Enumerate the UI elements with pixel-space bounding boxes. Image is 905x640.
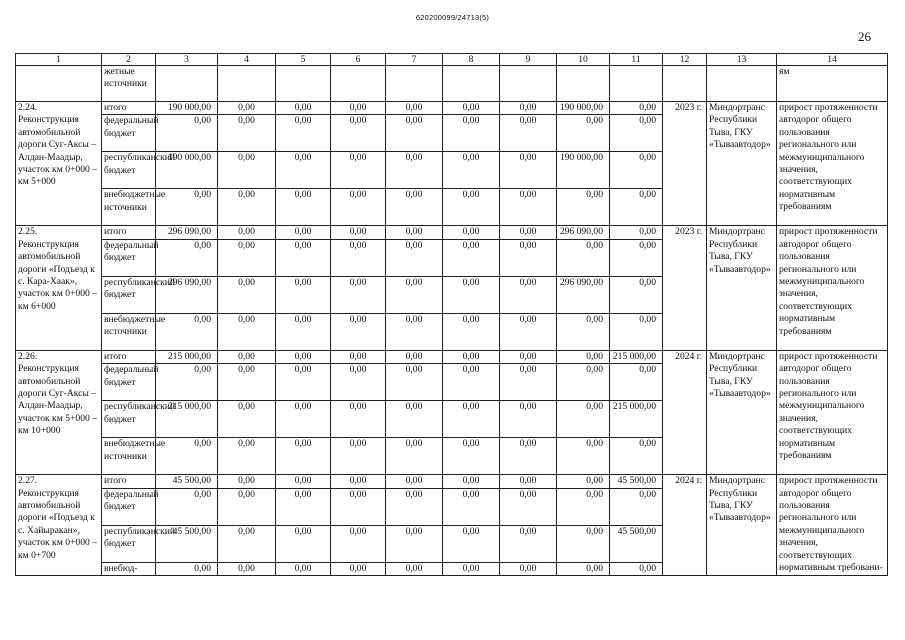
continuation-row [16, 66, 888, 102]
funding-source-cell: итого [102, 102, 156, 115]
column-header-row [16, 54, 888, 66]
table-row [16, 226, 888, 239]
amount-cell: 0,00 [156, 115, 218, 152]
amount-cell: 0,00 [500, 152, 557, 189]
funding-source-cell: внебюджетные источники [102, 189, 156, 226]
column-header: 5 [276, 54, 331, 66]
amount-cell: 0,00 [156, 239, 218, 276]
amount-cell: 0,00 [331, 189, 386, 226]
amount-cell: 0,00 [500, 276, 557, 313]
column-header: 3 [156, 54, 218, 66]
executor-cell: Миндортранс Республики Тыва, ГКУ «Тываавтодор» [707, 226, 777, 350]
amount-cell: 0,00 [276, 239, 331, 276]
amount-cell: 0,00 [443, 488, 500, 525]
funding-source-cell: внебюд- [102, 562, 156, 575]
program-table [15, 53, 888, 576]
name-cell-continued [16, 66, 102, 102]
year-cell [663, 66, 707, 102]
measure-name-cell: 2.27. Реконструкция автомобильной дороги «Подъезд к с. Хайыракан», участок км 0+000 – км 0+700 [16, 475, 102, 576]
year-cell: 2024 г. [663, 475, 707, 576]
executor-cell: Миндортранс Республики Тыва, ГКУ «Тываавтодор» [707, 102, 777, 226]
amount-cell: 0,00 [500, 364, 557, 401]
amount-cell: 0,00 [500, 350, 557, 363]
amount-cell: 215 000,00 [156, 401, 218, 438]
amount-cell: 0,00 [276, 350, 331, 363]
amount-cell: 0,00 [386, 239, 443, 276]
amount-cell: 0,00 [386, 401, 443, 438]
value-cell [557, 66, 610, 102]
amount-cell: 0,00 [443, 102, 500, 115]
column-header: 4 [218, 54, 276, 66]
amount-cell: 0,00 [156, 562, 218, 575]
value-cell [443, 66, 500, 102]
amount-cell: 0,00 [610, 239, 663, 276]
column-header: 6 [331, 54, 386, 66]
amount-cell: 190 000,00 [156, 152, 218, 189]
amount-cell: 0,00 [218, 401, 276, 438]
amount-cell: 0,00 [386, 350, 443, 363]
funding-source-cell: внебюджетные источники [102, 313, 156, 350]
amount-cell: 215 000,00 [610, 350, 663, 363]
value-cell [156, 66, 218, 102]
amount-cell: 0,00 [500, 475, 557, 488]
amount-cell: 0,00 [557, 189, 610, 226]
column-header: 11 [610, 54, 663, 66]
amount-cell: 45 500,00 [156, 525, 218, 562]
amount-cell: 0,00 [557, 115, 610, 152]
funding-source-cell: итого [102, 475, 156, 488]
value-cell [276, 66, 331, 102]
amount-cell: 0,00 [218, 438, 276, 475]
amount-cell: 0,00 [276, 313, 331, 350]
amount-cell: 0,00 [331, 401, 386, 438]
amount-cell: 0,00 [386, 364, 443, 401]
amount-cell: 0,00 [156, 313, 218, 350]
amount-cell: 0,00 [386, 226, 443, 239]
amount-cell: 0,00 [610, 276, 663, 313]
amount-cell: 0,00 [610, 562, 663, 575]
amount-cell: 0,00 [331, 488, 386, 525]
amount-cell: 0,00 [331, 226, 386, 239]
amount-cell: 0,00 [386, 102, 443, 115]
result-cell: прирост протяженности автодорог общего пользования регионального или межмуниципального значения, соответствующих нормативным требовани- [777, 475, 888, 576]
funding-source-cell: республиканский бюджет [102, 525, 156, 562]
amount-cell: 0,00 [610, 152, 663, 189]
amount-cell: 0,00 [443, 313, 500, 350]
amount-cell: 0,00 [500, 488, 557, 525]
amount-cell: 190 000,00 [557, 102, 610, 115]
column-header: 12 [663, 54, 707, 66]
amount-cell: 215 000,00 [156, 350, 218, 363]
amount-cell: 0,00 [443, 189, 500, 226]
amount-cell: 0,00 [218, 562, 276, 575]
amount-cell: 0,00 [218, 525, 276, 562]
amount-cell: 0,00 [386, 276, 443, 313]
amount-cell: 0,00 [156, 438, 218, 475]
funding-source-cell: федеральный бюджет [102, 488, 156, 525]
amount-cell: 0,00 [386, 115, 443, 152]
measure-name-cell: 2.25. Реконструкция автомобильной дороги «Подъезд к с. Кара-Хаак», участок км 0+000 – км 6+000 [16, 226, 102, 350]
amount-cell: 0,00 [218, 152, 276, 189]
amount-cell: 296 090,00 [557, 276, 610, 313]
amount-cell: 0,00 [331, 102, 386, 115]
amount-cell: 0,00 [443, 562, 500, 575]
amount-cell: 0,00 [331, 562, 386, 575]
year-cell: 2024 г. [663, 350, 707, 474]
value-cell [218, 66, 276, 102]
amount-cell: 0,00 [218, 115, 276, 152]
measure-name-cell: 2.26. Реконструкция автомобильной дороги Суг-Аксы – Алдан-Маадыр, участок км 5+000 – км 10+000 [16, 350, 102, 474]
amount-cell: 0,00 [156, 364, 218, 401]
amount-cell: 0,00 [218, 276, 276, 313]
amount-cell: 0,00 [557, 475, 610, 488]
amount-cell: 0,00 [331, 364, 386, 401]
funding-source-cell: внебюджетные источники [102, 438, 156, 475]
amount-cell: 296 090,00 [557, 226, 610, 239]
amount-cell: 0,00 [218, 475, 276, 488]
value-cell [386, 66, 443, 102]
amount-cell: 0,00 [557, 364, 610, 401]
amount-cell: 0,00 [331, 276, 386, 313]
amount-cell: 0,00 [443, 475, 500, 488]
amount-cell: 0,00 [557, 239, 610, 276]
amount-cell: 0,00 [500, 102, 557, 115]
column-header: 13 [707, 54, 777, 66]
amount-cell: 0,00 [276, 102, 331, 115]
amount-cell: 0,00 [331, 525, 386, 562]
amount-cell: 0,00 [331, 115, 386, 152]
amount-cell: 0,00 [443, 276, 500, 313]
amount-cell: 0,00 [610, 226, 663, 239]
amount-cell: 296 090,00 [156, 276, 218, 313]
executor-cell [707, 66, 777, 102]
amount-cell: 45 500,00 [610, 525, 663, 562]
amount-cell: 0,00 [610, 488, 663, 525]
amount-cell: 0,00 [276, 276, 331, 313]
amount-cell: 0,00 [331, 438, 386, 475]
executor-cell: Миндортранс Республики Тыва, ГКУ «Тываавтодор» [707, 350, 777, 474]
document-id: 620200099/24713(5) [415, 13, 490, 22]
column-header: 9 [500, 54, 557, 66]
amount-cell: 0,00 [557, 401, 610, 438]
result-cell: ям [777, 66, 888, 102]
column-header: 7 [386, 54, 443, 66]
amount-cell: 0,00 [610, 313, 663, 350]
result-cell: прирост протяженности автодорог общего пользования регионального или межмуниципального значения, соответствующих нормативным требованиям [777, 102, 888, 226]
amount-cell: 0,00 [443, 401, 500, 438]
amount-cell: 0,00 [386, 189, 443, 226]
table-row [16, 475, 888, 488]
amount-cell: 0,00 [557, 438, 610, 475]
amount-cell: 0,00 [218, 364, 276, 401]
amount-cell: 0,00 [276, 562, 331, 575]
amount-cell: 0,00 [500, 401, 557, 438]
amount-cell: 0,00 [610, 102, 663, 115]
amount-cell: 0,00 [276, 189, 331, 226]
column-header: 2 [102, 54, 156, 66]
amount-cell: 0,00 [500, 562, 557, 575]
funding-source-cell: федеральный бюджет [102, 364, 156, 401]
amount-cell: 0,00 [156, 488, 218, 525]
amount-cell: 0,00 [276, 401, 331, 438]
amount-cell: 0,00 [386, 488, 443, 525]
value-cell [610, 66, 663, 102]
amount-cell: 0,00 [557, 525, 610, 562]
funding-source-cell: федеральный бюджет [102, 115, 156, 152]
amount-cell: 0,00 [276, 364, 331, 401]
amount-cell: 0,00 [386, 152, 443, 189]
amount-cell: 0,00 [610, 438, 663, 475]
funding-source-cell: республиканский бюджет [102, 276, 156, 313]
amount-cell: 0,00 [500, 226, 557, 239]
amount-cell: 0,00 [557, 488, 610, 525]
amount-cell: 0,00 [443, 350, 500, 363]
amount-cell: 0,00 [276, 115, 331, 152]
amount-cell: 0,00 [610, 115, 663, 152]
funding-source-cell: республиканский бюджет [102, 401, 156, 438]
amount-cell: 0,00 [443, 152, 500, 189]
source-cell: жетные источники [102, 66, 156, 102]
amount-cell: 0,00 [276, 152, 331, 189]
value-cell [331, 66, 386, 102]
amount-cell: 0,00 [610, 364, 663, 401]
funding-source-cell: итого [102, 350, 156, 363]
amount-cell: 0,00 [276, 226, 331, 239]
amount-cell: 0,00 [500, 115, 557, 152]
amount-cell: 0,00 [331, 350, 386, 363]
amount-cell: 0,00 [276, 438, 331, 475]
amount-cell: 0,00 [443, 115, 500, 152]
amount-cell: 0,00 [557, 562, 610, 575]
amount-cell: 190 000,00 [557, 152, 610, 189]
funding-source-cell: итого [102, 226, 156, 239]
funding-source-cell: республиканский бюджет [102, 152, 156, 189]
amount-cell: 0,00 [500, 525, 557, 562]
page-number: 26 [858, 29, 871, 44]
amount-cell: 0,00 [218, 313, 276, 350]
amount-cell: 0,00 [331, 313, 386, 350]
amount-cell: 215 000,00 [610, 401, 663, 438]
amount-cell: 0,00 [610, 189, 663, 226]
amount-cell: 0,00 [386, 313, 443, 350]
amount-cell: 0,00 [500, 239, 557, 276]
year-cell: 2023 г. [663, 102, 707, 226]
amount-cell: 0,00 [500, 189, 557, 226]
amount-cell: 0,00 [276, 475, 331, 488]
amount-cell: 0,00 [218, 226, 276, 239]
amount-cell: 0,00 [331, 239, 386, 276]
amount-cell: 0,00 [386, 562, 443, 575]
amount-cell: 0,00 [218, 102, 276, 115]
amount-cell: 0,00 [557, 313, 610, 350]
amount-cell: 0,00 [331, 475, 386, 488]
amount-cell: 0,00 [443, 226, 500, 239]
amount-cell: 0,00 [218, 488, 276, 525]
value-cell [500, 66, 557, 102]
measure-name-cell: 2.24. Реконструкция автомобильной дороги Суг-Аксы – Алдан-Маадыр, участок км 0+000 – км 5+000 [16, 102, 102, 226]
column-header: 14 [777, 54, 888, 66]
amount-cell: 0,00 [218, 189, 276, 226]
amount-cell: 0,00 [500, 313, 557, 350]
funding-source-cell: федеральный бюджет [102, 239, 156, 276]
amount-cell: 0,00 [386, 475, 443, 488]
table-row [16, 350, 888, 363]
amount-cell: 45 500,00 [610, 475, 663, 488]
amount-cell: 0,00 [218, 239, 276, 276]
column-header: 1 [16, 54, 102, 66]
executor-cell: Миндортранс Республики Тыва, ГКУ «Тываавтодор» [707, 475, 777, 576]
result-cell: прирост протяженности автодорог общего пользования регионального или межмуниципального значения, соответствующих нормативным требованиям [777, 350, 888, 474]
amount-cell: 0,00 [443, 438, 500, 475]
amount-cell: 190 000,00 [156, 102, 218, 115]
amount-cell: 0,00 [386, 438, 443, 475]
amount-cell: 45 500,00 [156, 475, 218, 488]
result-cell: прирост протяженности автодорог общего пользования регионального или межмуниципального значения, соответствующих нормативным требованиям [777, 226, 888, 350]
amount-cell: 0,00 [500, 438, 557, 475]
amount-cell: 0,00 [331, 152, 386, 189]
year-cell: 2023 г. [663, 226, 707, 350]
amount-cell: 0,00 [218, 350, 276, 363]
amount-cell: 0,00 [443, 239, 500, 276]
amount-cell: 0,00 [276, 488, 331, 525]
amount-cell: 0,00 [386, 525, 443, 562]
amount-cell: 0,00 [443, 525, 500, 562]
amount-cell: 0,00 [156, 189, 218, 226]
amount-cell: 0,00 [557, 350, 610, 363]
amount-cell: 0,00 [276, 525, 331, 562]
column-header: 8 [443, 54, 500, 66]
amount-cell: 0,00 [443, 364, 500, 401]
column-header: 10 [557, 54, 610, 66]
amount-cell: 296 090,00 [156, 226, 218, 239]
table-row [16, 102, 888, 115]
